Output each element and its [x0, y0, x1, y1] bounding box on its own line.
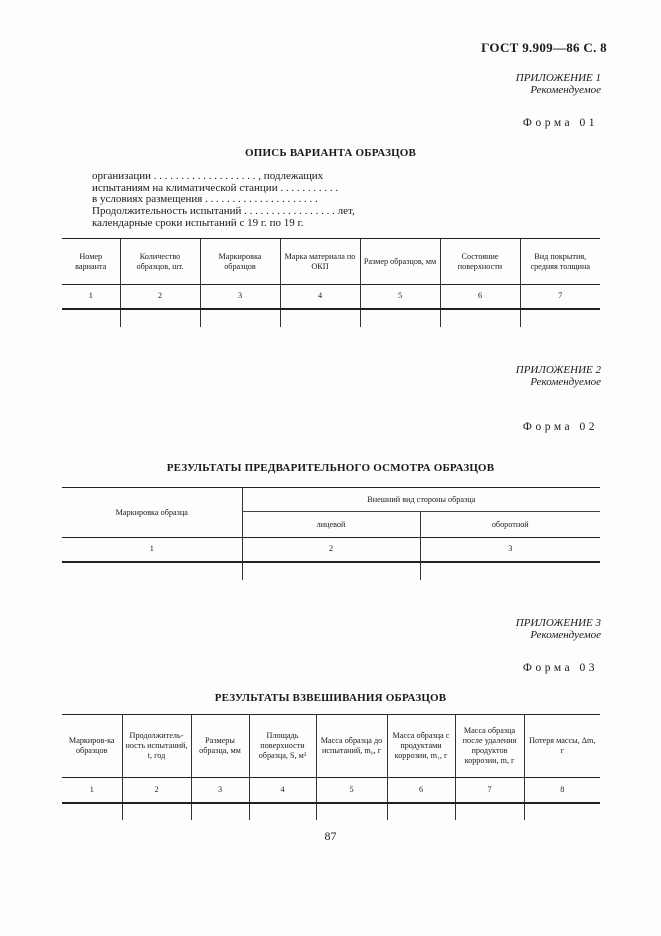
column-number: 7 [455, 778, 524, 803]
column-header: Марка материала по ОКП [280, 239, 360, 285]
column-header: Площадь поверхности образца, S, м² [249, 715, 316, 778]
column-header: Состояние поверхности [440, 239, 520, 285]
appendix-2-title: ПРИЛОЖЕНИЕ 2 [515, 364, 601, 376]
column-number: 4 [249, 778, 316, 803]
column-number: 4 [280, 285, 360, 309]
section-1-title: ОПИСЬ ВАРИАНТА ОБРАЗЦОВ [244, 147, 416, 159]
column-header: Размер образцов, мм [360, 239, 440, 285]
column-number: 8 [524, 778, 600, 803]
paragraph-line: Продолжительность испытаний . . . . . . . . . . . . . . . . . лет, [92, 205, 355, 218]
paragraph-line: организации . . . . . . . . . . . . . . . . . . . , подлежащих [92, 170, 324, 182]
column-header: Маркировка образца [62, 488, 242, 538]
column-header: Потеря массы, Δm, г [524, 715, 600, 778]
appendix-2-subtitle: Рекомендуемое [530, 376, 601, 388]
column-header: Продолжитель-ность испытаний, t, год [122, 715, 191, 778]
column-header: Номер варианта [62, 239, 120, 285]
column-number: 1 [62, 285, 120, 309]
column-header: Маркировка образцов [200, 239, 280, 285]
column-number: 3 [200, 285, 280, 309]
column-number: 3 [420, 538, 600, 562]
appendix-1-label [516, 72, 601, 96]
paragraph-line: в условиях размещения . . . . . . . . . . . . . . . . . . . . . [92, 193, 318, 206]
empty-row [62, 309, 600, 327]
appendix-1-title: ПРИЛОЖЕНИЕ 1 [515, 72, 601, 84]
column-number: 2 [242, 538, 420, 562]
form-01-label: Форма 01 [522, 117, 598, 129]
empty-row [62, 562, 600, 580]
paragraph-line: календарные сроки испытаний с 19 г. по 19 г. [92, 216, 304, 229]
column-header: Масса образца после удаления продуктов коррозии, m, г [455, 715, 524, 778]
weighing-results-table [62, 714, 600, 820]
column-number: 5 [360, 285, 440, 309]
appendix-3-label [516, 617, 601, 641]
column-number: 2 [122, 778, 191, 803]
section-1-paragraph [92, 171, 355, 230]
column-header: Масса образца до испытаний, m₀, г [316, 715, 387, 778]
preliminary-inspection-table [62, 487, 600, 580]
column-header: Количество образцов, шт. [120, 239, 200, 285]
form-03-label: Форма 03 [522, 662, 598, 674]
column-group-header: Внешний вид стороны образца [242, 488, 600, 512]
column-number: 3 [191, 778, 249, 803]
sample-inventory-table [62, 238, 600, 327]
empty-row [62, 803, 600, 820]
appendix-3-title: ПРИЛОЖЕНИЕ 3 [515, 617, 601, 629]
column-number: 5 [316, 778, 387, 803]
column-header: Вид покрытия, средняя толщина [520, 239, 600, 285]
column-header: оборотной [420, 512, 600, 538]
column-header: Маркиров-ка образцов [62, 715, 122, 778]
column-header: Размеры образца, мм [191, 715, 249, 778]
section-3-title: РЕЗУЛЬТАТЫ ВЗВЕШИВАНИЯ ОБРАЗЦОВ [214, 692, 447, 704]
column-number: 1 [62, 778, 122, 803]
page-number: 87 [324, 829, 337, 843]
column-number: 7 [520, 285, 600, 309]
column-number: 1 [62, 538, 242, 562]
appendix-2-label [516, 364, 601, 388]
column-number: 6 [440, 285, 520, 309]
column-header: Масса образца с продуктами коррозии, m₁, г [387, 715, 455, 778]
section-2-title: РЕЗУЛЬТАТЫ ПРЕДВАРИТЕЛЬНОГО ОСМОТРА ОБРАЗЦОВ [166, 462, 495, 474]
paragraph-line: испытаниям на климатической станции . . . . . . . . . . . [92, 181, 339, 194]
document-header: ГОСТ 9.909—86 С. 8 [481, 40, 607, 55]
appendix-1-subtitle: Рекомендуемое [530, 84, 601, 96]
column-number: 2 [120, 285, 200, 309]
appendix-3-subtitle: Рекомендуемое [530, 629, 601, 641]
form-02-label: Форма 02 [522, 421, 598, 433]
column-header: лицевой [242, 512, 420, 538]
column-number: 6 [387, 778, 455, 803]
